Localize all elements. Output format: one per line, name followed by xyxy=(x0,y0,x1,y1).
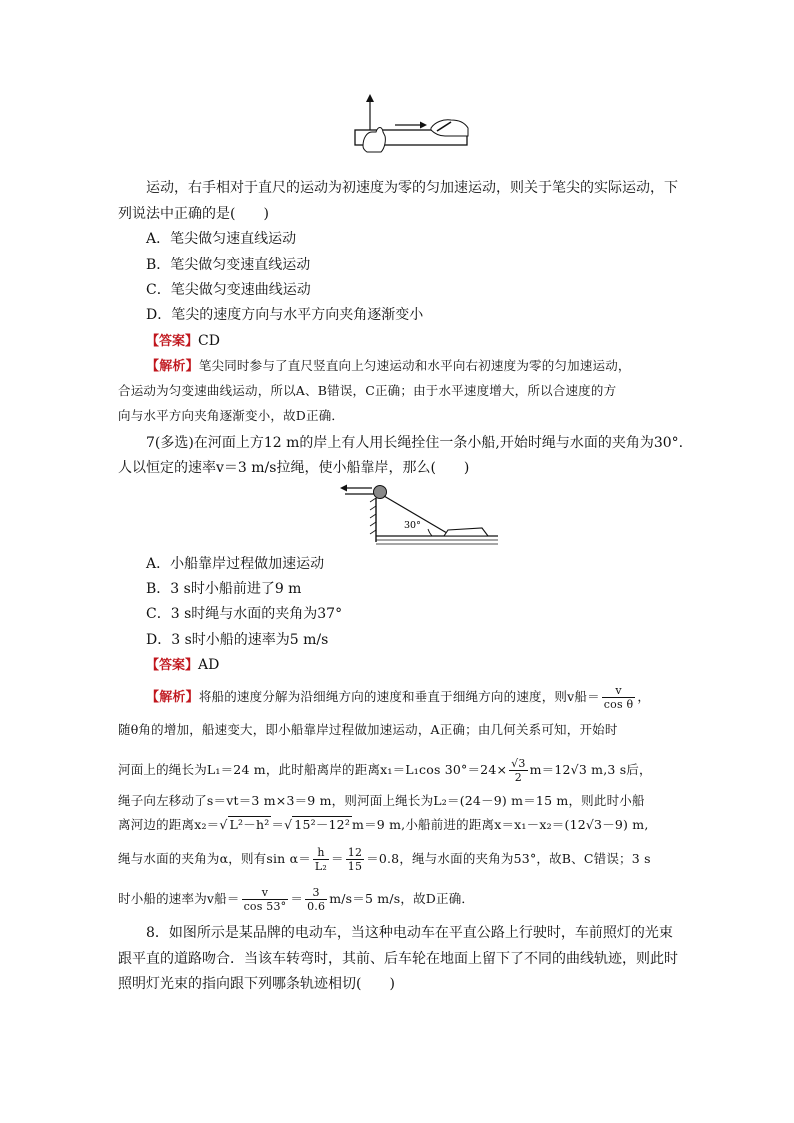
q7-option-c: C．3 s时绳与水面的夹角为37° xyxy=(146,606,343,622)
fraction: $\frac{√3}{2}$ xyxy=(511,757,526,784)
q7-option-b: B．3 s时小船前进了9 m xyxy=(146,581,302,597)
angle-label: 30° xyxy=(404,520,421,531)
q7-analysis-line5: 离河边的距离x₂＝√ L²－h² ＝√ 15²－12² m＝9 m,小船前进的距离x＝x₁－x₂＝(12√3－9) m, xyxy=(118,817,649,832)
q7-analysis-line1 xyxy=(146,684,650,711)
q6-analysis-line3: 向与水平方向夹角逐渐变小，故D正确． xyxy=(118,408,345,423)
q6-analysis-line1 xyxy=(146,356,631,377)
fraction: $\frac{12}{15}$ xyxy=(347,846,363,873)
fraction: $\frac{h}{\text{L₂}}$ xyxy=(314,846,328,873)
q7-option-d: D．3 s时小船的速率为5 m/s xyxy=(146,632,329,648)
boat xyxy=(444,528,488,536)
q8-line3: 照明灯光束的指向跟下列哪条轨迹相切( ) xyxy=(118,976,395,992)
fraction: $\frac{v}{\text{cos θ}}$ xyxy=(603,684,634,711)
analysis-label: 【解析】 xyxy=(146,690,199,705)
q6-option-a: A．笔尖做匀速直线运动 xyxy=(146,231,297,247)
answer-label: 【答案】 xyxy=(146,334,199,349)
q7-option-a: A．小船靠岸过程做加速运动 xyxy=(146,556,325,572)
q8-line1: 8．如图所示是某品牌的电动车，当这种电动车在平直公路上行驶时，车前照灯的光束 xyxy=(146,925,673,941)
q6-option-c: C．笔尖做匀变速曲线运动 xyxy=(146,282,311,298)
q6-stem-line2: 列说法中正确的是( ) xyxy=(118,206,269,222)
q7-stem-line1: 7(多选)在河面上方12 m的岸上有人用长绳拴住一条小船,开始时绳与水面的夹角为30°. xyxy=(146,435,684,451)
analysis-text: 将船的速度分解为沿细绳方向的速度和垂直于细绳方向的速度，则v船＝ xyxy=(198,689,600,704)
ruler-hand-figure xyxy=(345,92,475,154)
q6-option-d: D．笔尖的速度方向与水平方向夹角逐渐变小 xyxy=(146,307,424,323)
q7-analysis-line4: 绳子向左移动了s＝vt＝3 m×3＝9 m，则河面上绳长为L₂＝(24－9) m＝15 m，则此时小船 xyxy=(118,793,645,808)
q6-answer xyxy=(146,331,220,352)
analysis-text: 笔尖同时参与了直尺竖直向上匀速运动和水平向右初速度为零的匀加速运动， xyxy=(198,358,631,373)
answer-label: 【答案】 xyxy=(146,658,199,673)
q7-analysis-line2: 随θ角的增加，船速变大，即小船靠岸过程做加速运动，A正确；由几何关系可知，开始时 xyxy=(118,722,618,737)
radical: L²－h² xyxy=(229,817,270,832)
analysis-label: 【解析】 xyxy=(146,359,199,374)
answer-value: AD xyxy=(198,657,220,673)
analysis-text: ， xyxy=(637,689,651,704)
fraction: $\frac{3}{0.6}$ xyxy=(307,886,326,913)
answer-value: CD xyxy=(198,333,220,349)
boat-rope-figure xyxy=(320,478,505,546)
right-arrow-icon xyxy=(395,122,427,129)
q7-analysis-line7: 时小船的速率为v船＝ $\frac{v}{\cos 53^\circ}$ ＝ $\frac{3}{0.6}$ m/s＝5 m/s，故D正确． xyxy=(118,886,475,913)
q6-analysis-line2: 合运动为匀变速曲线运动，所以A、B错误，C正确；由于水平速度增大，所以合速度的方 xyxy=(118,383,617,398)
fraction: $\frac{v}{\cos 53^\circ}$ xyxy=(243,886,287,913)
q6-stem-line1: 运动，右手相对于直尺的运动为初速度为零的匀加速运动，则关于笔尖的实际运动，下 xyxy=(146,180,678,196)
q8-line2: 跟平直的道路吻合．当该车转弯时，其前、后车轮在地面上留下了不同的曲线轨迹，则此时 xyxy=(118,951,678,967)
q7-analysis-line6: 绳与水面的夹角为α，则有sin α＝ $\frac{h}{\text{L₂}}$ ＝ $\frac{12}{15}$ ＝0.8，绳与水面的夹角为53°，故B、C错误；3 s xyxy=(118,846,651,873)
q7-analysis-line3: 河面上的绳长为L₁＝24 m，此时船离岸的距离x₁＝L₁cos 30°＝24× $\frac{√3}{2}$ m＝12√3 m,3 s后， xyxy=(118,757,652,784)
q6-option-b: B．笔尖做匀变速直线运动 xyxy=(146,257,311,273)
q7-answer xyxy=(146,655,219,676)
radical: 15²－12² xyxy=(294,817,351,832)
left-arrow-icon xyxy=(340,485,372,492)
q7-stem-line2: 人以恒定的速率v＝3 m/s拉绳，使小船靠岸，那么( ) xyxy=(118,460,470,476)
